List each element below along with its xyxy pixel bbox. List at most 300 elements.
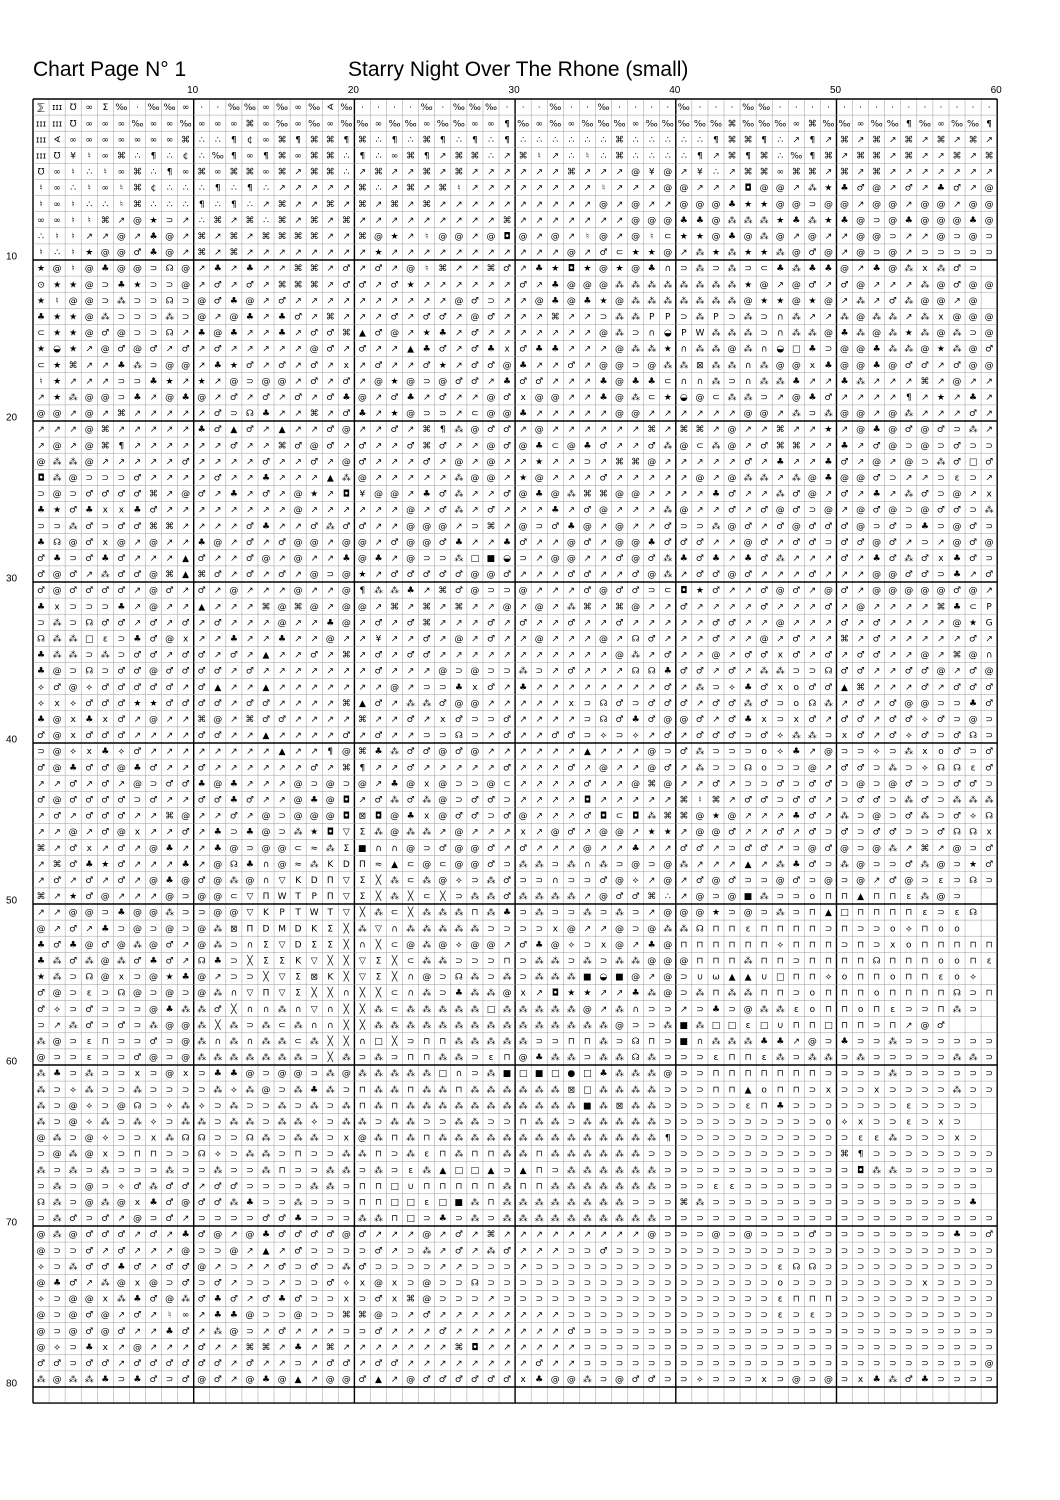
stitch-symbol: ↗ xyxy=(471,1327,479,1337)
stitch-symbol: ╳ xyxy=(246,955,253,967)
stitch-symbol: ↗ xyxy=(857,490,865,500)
stitch-symbol: ↗ xyxy=(53,1021,61,1031)
stitch-symbol: ⁂ xyxy=(245,1117,254,1128)
stitch-symbol: ↗ xyxy=(246,506,254,516)
stitch-symbol: ⊃ xyxy=(873,1230,881,1240)
stitch-symbol: ♂ xyxy=(149,651,157,661)
stitch-symbol: ↗ xyxy=(600,425,608,435)
stitch-symbol: ⁂ xyxy=(631,392,640,403)
stitch-symbol: ♂ xyxy=(905,779,913,789)
stitch-symbol: ↗ xyxy=(214,1262,222,1272)
stitch-symbol: ↗ xyxy=(359,1343,367,1353)
stitch-symbol: ⊃ xyxy=(343,1327,351,1337)
stitch-symbol: ⊂ xyxy=(503,779,511,789)
stitch-symbol: ♂ xyxy=(133,570,141,580)
stitch-symbol: ↗ xyxy=(230,264,238,274)
stitch-symbol: ⊃ xyxy=(873,1021,881,1031)
stitch-symbol: Π xyxy=(263,989,270,999)
stitch-symbol: ⌘ xyxy=(615,135,624,145)
stitch-symbol: ♂ xyxy=(133,1182,141,1192)
stitch-symbol: ⁂ xyxy=(631,1181,640,1192)
stitch-symbol: ♣ xyxy=(246,313,254,323)
stitch-symbol: ↗ xyxy=(439,216,447,226)
stitch-symbol: @ xyxy=(776,586,785,596)
stitch-symbol: ⊃ xyxy=(616,1246,624,1256)
stitch-symbol: @ xyxy=(149,715,158,725)
stitch-symbol: ↗ xyxy=(246,586,254,596)
stitch-symbol: ↗ xyxy=(37,441,45,451)
stitch-symbol: ╳ xyxy=(311,987,318,999)
stitch-symbol: ♂ xyxy=(166,1214,174,1224)
stitch-symbol: ♂ xyxy=(535,1359,543,1369)
stitch-symbol: ♣ xyxy=(391,779,399,789)
stitch-symbol: @ xyxy=(599,329,608,339)
stitch-symbol: ⁂ xyxy=(888,762,897,773)
stitch-symbol: ⁂ xyxy=(278,1036,287,1047)
stitch-symbol: ↗ xyxy=(294,361,302,371)
stitch-symbol: ∩ xyxy=(327,1005,334,1015)
stitch-symbol: ∩ xyxy=(263,1005,270,1015)
stitch-symbol: ⌘ xyxy=(969,135,978,145)
stitch-symbol: ↗ xyxy=(712,715,720,725)
stitch-symbol: ⁂ xyxy=(503,1020,512,1031)
stitch-symbol: @ xyxy=(454,844,463,854)
stitch-symbol: ⁂ xyxy=(711,328,720,339)
stitch-symbol: ↗ xyxy=(584,313,592,323)
stitch-symbol: ⊃ xyxy=(873,522,881,532)
stitch-symbol: ⊃ xyxy=(873,1279,881,1289)
stitch-symbol: ↗ xyxy=(487,1343,495,1353)
stitch-symbol: ♂ xyxy=(873,828,881,838)
stitch-symbol: ⊃ xyxy=(680,522,688,532)
stitch-symbol: ☊ xyxy=(198,1134,206,1144)
stitch-symbol: @ xyxy=(808,232,817,242)
stitch-symbol: ⊃ xyxy=(953,1101,961,1111)
stitch-symbol: ↗ xyxy=(841,152,849,162)
stitch-symbol: ⌘ xyxy=(872,135,881,145)
stitch-symbol: ⁂ xyxy=(631,1084,640,1095)
stitch-symbol: ★ xyxy=(53,361,61,371)
stitch-symbol: ♂ xyxy=(760,844,768,854)
stitch-symbol: @ xyxy=(133,924,142,934)
stitch-symbol: ♂ xyxy=(214,345,222,355)
stitch-symbol: ♂ xyxy=(985,570,993,580)
stitch-symbol: ☊ xyxy=(696,924,704,934)
stitch-symbol: ⁂ xyxy=(583,1020,592,1031)
stitch-symbol: ♣ xyxy=(519,683,527,693)
stitch-symbol: ⊃ xyxy=(953,715,961,725)
stitch-symbol: ⊃ xyxy=(969,989,977,999)
stitch-symbol: @ xyxy=(406,264,415,274)
stitch-symbol: ↗ xyxy=(246,393,254,403)
stitch-symbol: ⌘ xyxy=(390,602,399,612)
stitch-symbol: @ xyxy=(985,280,994,290)
stitch-symbol: ♂ xyxy=(680,747,688,757)
stitch-symbol: ↗ xyxy=(150,554,158,564)
stitch-symbol: ↗ xyxy=(921,135,929,145)
stitch-symbol: ↗ xyxy=(246,812,254,822)
stitch-symbol: ⊃ xyxy=(85,602,93,612)
stitch-symbol: ↗ xyxy=(262,1359,270,1369)
stitch-symbol: @ xyxy=(663,973,672,983)
stitch-symbol: ⊃ xyxy=(37,490,45,500)
stitch-symbol: @ xyxy=(342,602,351,612)
stitch-symbol: @ xyxy=(85,296,94,306)
stitch-symbol: ↗ xyxy=(327,409,335,419)
stitch-symbol: ∩ xyxy=(391,924,398,934)
stitch-symbol: ♣ xyxy=(792,860,800,870)
stitch-symbol: ↗ xyxy=(198,264,206,274)
stitch-symbol: ↗ xyxy=(793,602,801,612)
stitch-symbol: ⌘ xyxy=(728,152,737,162)
stitch-symbol: ⊃ xyxy=(37,1150,45,1160)
stitch-symbol: ‰ xyxy=(887,119,899,129)
stitch-symbol: ▲ xyxy=(439,1166,446,1176)
stitch-symbol: ♂ xyxy=(133,747,141,757)
stitch-symbol: ↗ xyxy=(921,474,929,484)
stitch-symbol: ↗ xyxy=(503,200,511,210)
stitch-symbol: @ xyxy=(872,812,881,822)
stitch-symbol: ↗ xyxy=(182,216,190,226)
stitch-symbol: ⁂ xyxy=(904,295,913,306)
stitch-symbol: ★ xyxy=(53,377,61,387)
stitch-symbol: ♂ xyxy=(808,1230,816,1240)
stitch-symbol: ♂ xyxy=(599,474,607,484)
stitch-symbol: ∩ xyxy=(295,1005,302,1015)
stitch-symbol: @ xyxy=(631,200,640,210)
stitch-symbol: @ xyxy=(936,329,945,339)
stitch-symbol: ⊃ xyxy=(568,908,576,918)
stitch-symbol: ⊓ xyxy=(471,1150,478,1160)
stitch-symbol: ╳ xyxy=(343,938,350,950)
stitch-symbol: ⁂ xyxy=(567,1100,576,1111)
stitch-symbol: ⌘ xyxy=(953,152,962,162)
stitch-symbol: ⊃ xyxy=(664,1101,672,1111)
stitch-symbol: ∴ xyxy=(199,152,205,162)
stitch-symbol: ☊ xyxy=(873,957,881,967)
stitch-symbol: @ xyxy=(149,1005,158,1015)
stitch-symbol: ⌘ xyxy=(342,216,351,226)
stitch-symbol: ↗ xyxy=(600,667,608,677)
stitch-symbol: @ xyxy=(278,844,287,854)
stitch-symbol: ╳ xyxy=(230,1003,237,1015)
stitch-symbol: ↗ xyxy=(327,264,335,274)
stitch-symbol: ♂ xyxy=(182,1279,190,1289)
stitch-symbol: ♣ xyxy=(824,264,832,274)
stitch-symbol: ⊃ xyxy=(455,667,463,677)
stitch-symbol: @ xyxy=(294,1069,303,1079)
stitch-symbol: ↗ xyxy=(809,635,817,645)
stitch-symbol: ↗ xyxy=(246,763,254,773)
stitch-symbol: ⊃ xyxy=(102,1005,110,1015)
stitch-symbol: ⊃ xyxy=(198,1279,206,1289)
stitch-symbol: ⊃ xyxy=(825,1182,833,1192)
stitch-symbol: ↗ xyxy=(648,409,656,419)
stitch-symbol: @ xyxy=(53,796,62,806)
stitch-symbol: ♂ xyxy=(182,618,190,628)
stitch-symbol: ⊃ xyxy=(359,1053,367,1063)
stitch-symbol: ↗ xyxy=(134,232,142,242)
stitch-symbol: ⊃ xyxy=(712,1198,720,1208)
stitch-symbol: ⊃ xyxy=(487,812,495,822)
stitch-symbol: ⊃ xyxy=(809,876,817,886)
stitch-symbol: ⁂ xyxy=(583,1213,592,1224)
stitch-symbol: ε xyxy=(906,1101,911,1111)
stitch-symbol: ↗ xyxy=(969,490,977,500)
stitch-symbol: ↗ xyxy=(134,586,142,596)
stitch-symbol: @ xyxy=(920,1021,929,1031)
stitch-symbol: @ xyxy=(615,828,624,838)
stitch-symbol: @ xyxy=(904,699,913,709)
stitch-symbol: ∴ xyxy=(456,135,462,145)
column-number: 40 xyxy=(669,85,680,96)
stitch-symbol: ⊃ xyxy=(600,1375,608,1385)
stitch-symbol: ⌘ xyxy=(53,860,62,870)
stitch-symbol: ↗ xyxy=(150,747,158,757)
stitch-symbol: ⊃ xyxy=(953,1279,961,1289)
stitch-symbol: ↗ xyxy=(535,989,543,999)
stitch-symbol: ↗ xyxy=(889,602,897,612)
stitch-symbol: ∪ xyxy=(697,973,704,983)
stitch-symbol: ♂ xyxy=(680,699,688,709)
stitch-symbol: ↗ xyxy=(262,200,270,210)
stitch-symbol: ♂ xyxy=(985,844,993,854)
stitch-symbol: ↗ xyxy=(439,1262,447,1272)
stitch-symbol: ↗ xyxy=(873,393,881,403)
stitch-symbol: ⊃ xyxy=(969,264,977,274)
stitch-symbol: ⊃ xyxy=(728,1214,736,1224)
stitch-symbol: ∞ xyxy=(118,168,125,178)
stitch-symbol: ⁂ xyxy=(599,1149,608,1160)
stitch-symbol: ⊃ xyxy=(632,1246,640,1256)
stitch-symbol: @ xyxy=(197,989,206,999)
stitch-symbol: @ xyxy=(856,409,865,419)
stitch-symbol: ♣ xyxy=(792,216,800,226)
stitch-symbol: ↗ xyxy=(873,280,881,290)
stitch-symbol: ★ xyxy=(310,828,318,838)
stitch-symbol: ★ xyxy=(567,989,575,999)
stitch-symbol: ⁂ xyxy=(422,1165,431,1176)
stitch-symbol: ⁂ xyxy=(390,1084,399,1095)
stitch-symbol: ↗ xyxy=(198,1311,206,1321)
stitch-symbol: ♂ xyxy=(294,1295,302,1305)
stitch-symbol: ⊃ xyxy=(616,1279,624,1289)
stitch-symbol: ↗ xyxy=(680,457,688,467)
stitch-symbol: @ xyxy=(37,409,46,419)
stitch-symbol: ⊃ xyxy=(69,1343,77,1353)
stitch-symbol: ⊃ xyxy=(134,329,142,339)
stitch-symbol: ⊃ xyxy=(728,1295,736,1305)
stitch-symbol: ↗ xyxy=(825,796,833,806)
stitch-symbol: ⌘ xyxy=(342,699,351,709)
stitch-symbol: ↗ xyxy=(182,441,190,451)
stitch-symbol: @ xyxy=(663,908,672,918)
stitch-symbol: ⊃ xyxy=(519,1295,527,1305)
stitch-symbol: ♣ xyxy=(664,667,672,677)
stitch-symbol: ♂ xyxy=(374,1359,382,1369)
stitch-symbol: ⁂ xyxy=(711,1036,720,1047)
stitch-symbol: ↗ xyxy=(375,538,383,548)
stitch-symbol: ♂ xyxy=(101,1214,109,1224)
stitch-symbol: ⊃ xyxy=(85,1214,93,1224)
stitch-symbol: ⁂ xyxy=(503,1004,512,1015)
stitch-symbol: ♂ xyxy=(374,651,382,661)
stitch-symbol: ↗ xyxy=(535,361,543,371)
stitch-symbol: ⁂ xyxy=(390,585,399,596)
stitch-symbol: ⊓ xyxy=(857,989,864,999)
stitch-symbol: ⊃ xyxy=(696,1359,704,1369)
stitch-symbol: ↗ xyxy=(182,602,190,612)
stitch-symbol: ♣ xyxy=(117,908,125,918)
stitch-symbol: ♂ xyxy=(953,361,961,371)
stitch-symbol: ♂ xyxy=(744,651,752,661)
stitch-symbol: @ xyxy=(454,860,463,870)
stitch-symbol: ε xyxy=(955,474,960,484)
stitch-symbol: ↗ xyxy=(535,409,543,419)
stitch-symbol: ⁂ xyxy=(535,1084,544,1095)
stitch-symbol: @ xyxy=(792,200,801,210)
stitch-symbol: ↗ xyxy=(327,683,335,693)
stitch-symbol: ⊃ xyxy=(85,651,93,661)
stitch-symbol: ⊓ xyxy=(905,957,912,967)
stitch-symbol: ♂ xyxy=(117,522,125,532)
stitch-symbol: @ xyxy=(101,957,110,967)
stitch-symbol: @ xyxy=(85,1134,94,1144)
stitch-symbol: ⊃ xyxy=(632,908,640,918)
stitch-symbol: @ xyxy=(69,538,78,548)
stitch-symbol: @ xyxy=(631,860,640,870)
stitch-symbol: ↗ xyxy=(519,425,527,435)
stitch-symbol: ⁂ xyxy=(390,875,399,886)
stitch-symbol: ⊃ xyxy=(905,1262,913,1272)
stitch-symbol: ⊃ xyxy=(744,264,752,274)
stitch-symbol: ♂ xyxy=(198,876,206,886)
stitch-symbol: @ xyxy=(117,1101,126,1111)
stitch-symbol: ⊃ xyxy=(809,1182,817,1192)
stitch-symbol: ∞ xyxy=(86,119,93,129)
stitch-symbol: ▽ xyxy=(343,908,350,918)
stitch-symbol: ★ xyxy=(664,345,672,355)
stitch-symbol: ⊃ xyxy=(85,474,93,484)
stitch-symbol: ↗ xyxy=(584,393,592,403)
stitch-symbol: ≈ xyxy=(375,860,383,870)
stitch-symbol: ∩ xyxy=(263,860,270,870)
stitch-symbol: ⊃ xyxy=(889,1214,897,1224)
stitch-symbol: ⌘ xyxy=(808,119,817,129)
stitch-symbol: ↗ xyxy=(407,200,415,210)
stitch-symbol: ⁂ xyxy=(920,859,929,870)
stitch-symbol: @ xyxy=(744,1005,753,1015)
stitch-symbol: @ xyxy=(53,586,62,596)
stitch-symbol: ♂ xyxy=(857,699,865,709)
stitch-symbol: @ xyxy=(856,248,865,258)
stitch-symbol: ↗ xyxy=(230,1359,238,1369)
stitch-symbol: ⊃ xyxy=(632,361,640,371)
stitch-symbol: ⁂ xyxy=(969,795,978,806)
stitch-symbol: ↗ xyxy=(889,667,897,677)
stitch-symbol: ⊃ xyxy=(776,892,784,902)
stitch-symbol: ⊃ xyxy=(294,1279,302,1289)
stitch-symbol: ⊃ xyxy=(246,1279,254,1289)
stitch-symbol: P xyxy=(713,313,719,323)
stitch-symbol: ♂ xyxy=(616,715,624,725)
stitch-symbol: ↗ xyxy=(407,216,415,226)
stitch-symbol: ↗ xyxy=(391,457,399,467)
stitch-symbol: ⊃ xyxy=(680,1262,688,1272)
stitch-symbol: ⊃ xyxy=(600,1295,608,1305)
stitch-symbol: ⊃ xyxy=(793,1166,801,1176)
column-number: 20 xyxy=(348,85,359,96)
stitch-symbol: ♂ xyxy=(905,715,913,725)
stitch-symbol: ⊃ xyxy=(391,1053,399,1063)
stitch-symbol: ♂ xyxy=(69,844,77,854)
stitch-symbol: ♂ xyxy=(166,1198,174,1208)
stitch-symbol: ⊃ xyxy=(985,1166,993,1176)
stitch-symbol: @ xyxy=(535,635,544,645)
stitch-symbol: ⁂ xyxy=(695,295,704,306)
stitch-symbol: @ xyxy=(133,989,142,999)
stitch-symbol: ♂ xyxy=(664,699,672,709)
stitch-symbol: ⌘ xyxy=(294,602,303,612)
stitch-symbol: @ xyxy=(165,1295,174,1305)
stitch-symbol: □ xyxy=(374,1037,383,1047)
stitch-symbol: ∞ xyxy=(182,103,189,113)
stitch-symbol: ⊃ xyxy=(391,1311,399,1321)
stitch-symbol: ↗ xyxy=(600,168,608,178)
stitch-symbol: ↗ xyxy=(551,361,559,371)
stitch-symbol: □ xyxy=(390,1182,399,1192)
stitch-symbol: ♂ xyxy=(214,731,222,741)
stitch-symbol: ↗ xyxy=(487,200,495,210)
stitch-symbol: @ xyxy=(69,1101,78,1111)
stitch-symbol: ⊃ xyxy=(712,1134,720,1144)
stitch-symbol: ▽ xyxy=(279,876,286,886)
stitch-symbol: ⁂ xyxy=(647,811,656,822)
stitch-symbol: ↗ xyxy=(327,554,335,564)
stitch-symbol: ⊃ xyxy=(889,1343,897,1353)
stitch-symbol: @ xyxy=(37,1230,46,1240)
stitch-symbol: ↗ xyxy=(230,618,238,628)
stitch-symbol: ↗ xyxy=(953,200,961,210)
stitch-symbol: ♂ xyxy=(985,457,993,467)
stitch-symbol: ↗ xyxy=(503,280,511,290)
stitch-symbol: ♮ xyxy=(425,232,428,242)
stitch-symbol: ⊃ xyxy=(664,747,672,757)
stitch-symbol: @ xyxy=(149,602,158,612)
stitch-symbol: ↗ xyxy=(857,618,865,628)
stitch-symbol: ⊃ xyxy=(519,957,527,967)
stitch-symbol: ♣ xyxy=(873,264,881,274)
stitch-symbol: ↗ xyxy=(648,506,656,516)
stitch-symbol: ‰ xyxy=(437,119,449,129)
stitch-symbol: ↗ xyxy=(551,538,559,548)
stitch-symbol: ♂ xyxy=(69,1279,77,1289)
row-number: 40 xyxy=(6,735,17,746)
stitch-symbol: ⊃ xyxy=(793,1182,801,1192)
stitch-symbol: @ xyxy=(695,828,704,838)
stitch-symbol: ∴ xyxy=(183,200,189,210)
stitch-symbol: ↗ xyxy=(696,409,704,419)
stitch-symbol: @ xyxy=(663,876,672,886)
stitch-symbol: ⊃ xyxy=(857,1327,865,1337)
stitch-symbol: o xyxy=(874,989,880,999)
stitch-symbol: ⌘ xyxy=(551,313,560,323)
stitch-symbol: ↗ xyxy=(551,667,559,677)
stitch-symbol: ◘ xyxy=(857,1166,864,1176)
stitch-symbol: ⊓ xyxy=(793,1085,800,1095)
stitch-symbol: ‰ xyxy=(742,119,754,129)
stitch-symbol: ⁂ xyxy=(535,1004,544,1015)
